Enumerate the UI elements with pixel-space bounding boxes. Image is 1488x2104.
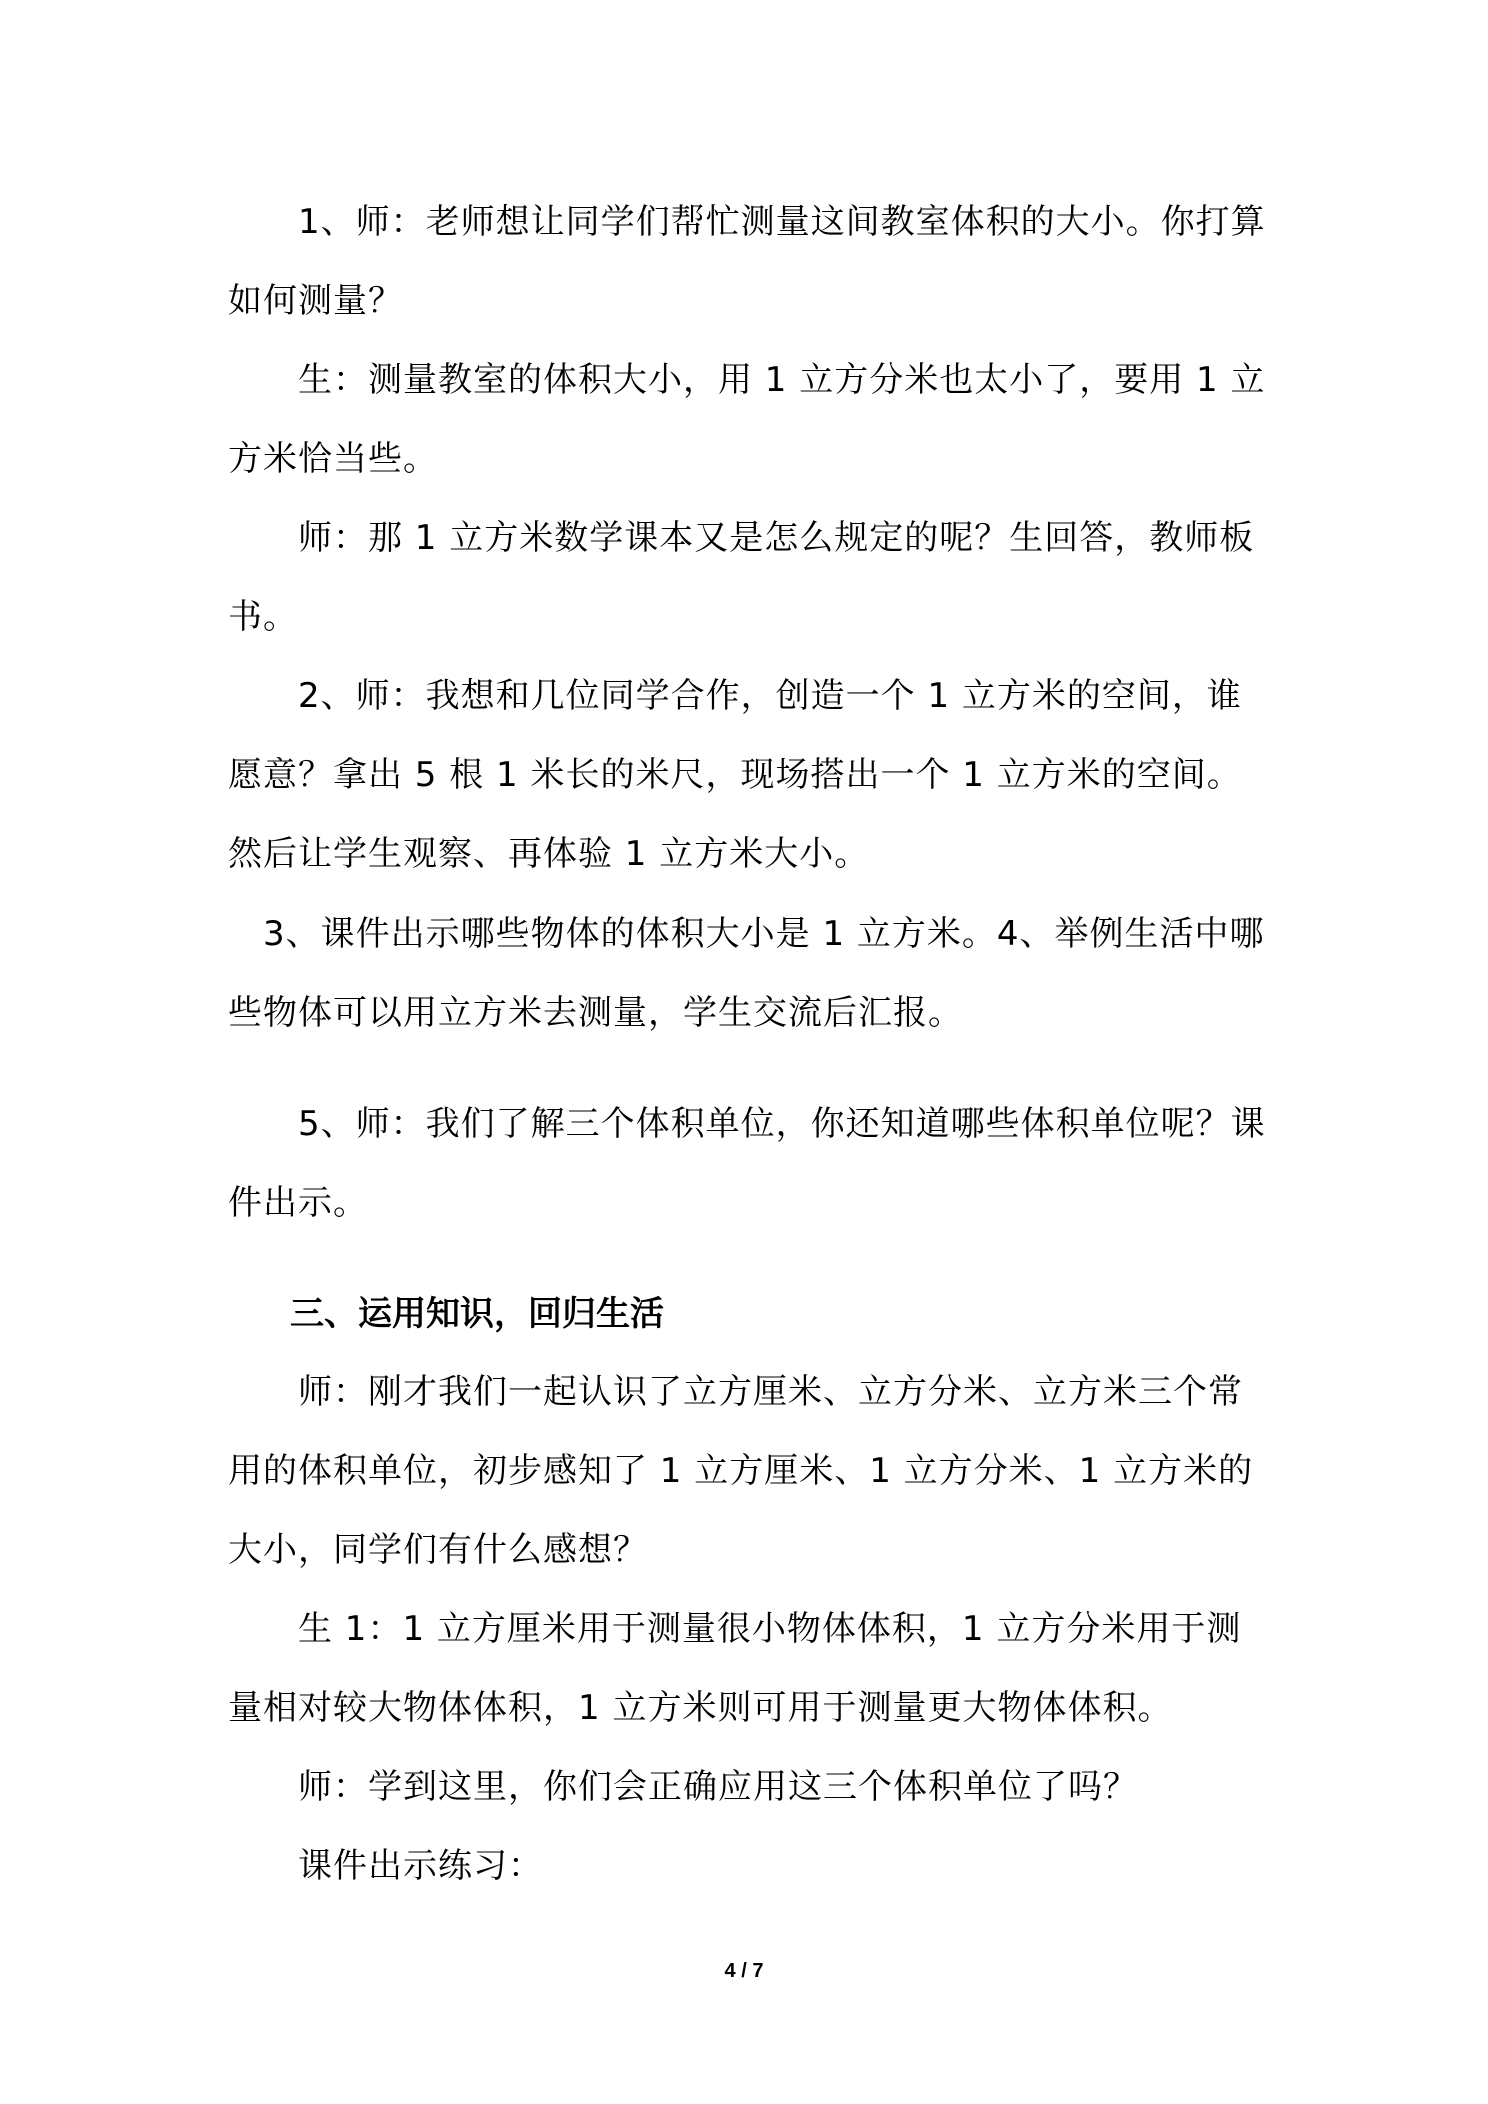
paragraph-student-response: 生 1：1 立方厘米用于测量很小物体体积，1 立方分米用于测量相对较大物体体积，1 立方米则可用于测量更大物体体积。 [228,1609,1242,1728]
page-number: 4 / 7 [724,1960,764,1982]
paragraph-teacher-question-2: 师：那 1 立方米数学课本又是怎么规定的呢？生回答，教师板书。 [228,518,1255,637]
paragraph-student-answer-1: 生：测量教室的体积大小，用 1 立方分米也太小了，要用 1 立方米恰当些。 [228,360,1266,479]
paragraph-exercise-intro: 课件出示练习： [228,1846,543,1886]
paragraph-activity-2: 2、师：我想和几位同学合作，创造一个 1 立方米的空间，谁愿意？拿出 5 根 1 米长的米尺，现场搭出一个 1 立方米的空间。然后让学生观察、再体验 1 立方米大小。 [228,676,1242,874]
paragraph-activity-3-4: 3、课件出示哪些物体的体积大小是 1 立方米。4、举例生活中哪些物体可以用立方米去测量，学生交流后汇报。 [228,914,1265,1033]
paragraph-teacher-question-1: 1、师：老师想让同学们帮忙测量这间教室体积的大小。你打算如何测量？ [228,202,1266,321]
paragraph-teacher-summary: 师：刚才我们一起认识了立方厘米、立方分米、立方米三个常用的体积单位，初步感知了 1 立方厘米、1 立方分米、1 立方米的大小，同学们有什么感想？ [228,1372,1254,1570]
paragraph-activity-5: 5、师：我们了解三个体积单位，你还知道哪些体积单位呢？课件出示。 [228,1104,1266,1223]
paragraph-teacher-question-3: 师：学到这里，你们会正确应用这三个体积单位了吗？ [228,1767,1138,1807]
section-heading: 三、运用知识，回归生活 [290,1294,664,1334]
